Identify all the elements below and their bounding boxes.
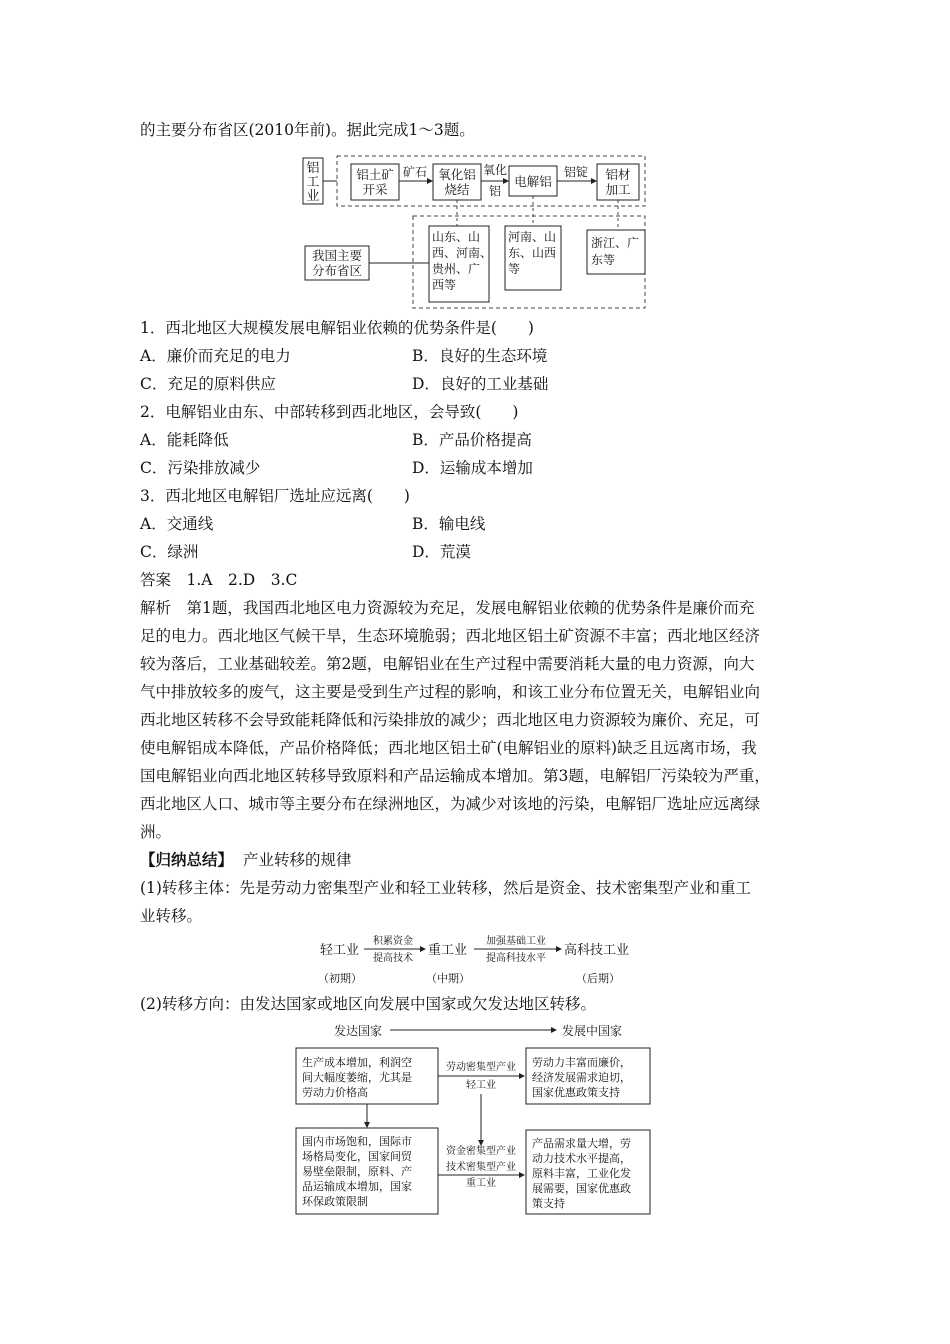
question-stem: 2．电解铝业由东、中部转移到西北地区，会导致( ) xyxy=(140,403,519,421)
box-text: 易壁垒限制，原料、产 xyxy=(302,1165,412,1178)
arrow-label: 铝锭 xyxy=(563,165,589,179)
option: D．荒漠 xyxy=(412,543,471,561)
region-text: 等 xyxy=(508,262,521,276)
industry-evolution-diagram xyxy=(312,930,642,988)
box-text: 环保政策限制 xyxy=(302,1195,368,1208)
box-text: 产品需求量大增，劳 xyxy=(532,1137,631,1150)
arrow-label: 铝 xyxy=(488,184,502,198)
from-label: 发达国家 xyxy=(334,1024,383,1038)
answer-line: 答案 1.A 2.D 3.C xyxy=(140,571,298,589)
box-text: 经济发展需求迫切， xyxy=(532,1071,631,1084)
option: C．绿洲 xyxy=(140,543,199,561)
step-label: 电解铝 xyxy=(514,174,552,189)
region-text: 西、河南、 xyxy=(432,246,493,260)
question-stem: 3．西北地区电解铝厂选址应远离( ) xyxy=(140,487,410,505)
option: C．污染排放减少 xyxy=(140,459,261,477)
question-stem: 1．西北地区大规模发展电解铝业依赖的优势条件是( ) xyxy=(140,319,534,337)
mid-label: 劳动密集型产业 xyxy=(446,1062,516,1073)
period-label: （初期） xyxy=(318,972,362,985)
point1-line: 业转移。 xyxy=(140,907,203,925)
box-text: 原料丰富，工业化发 xyxy=(532,1167,631,1180)
step-label: 铝土矿 xyxy=(356,167,394,182)
summary-heading xyxy=(140,850,352,870)
point2-line: (2)转移方向：由发达国家或地区向发展中国家或欠发达地区转移。 xyxy=(140,995,596,1013)
stage-label: 重工业 xyxy=(428,943,468,958)
region-text: 山东、山 xyxy=(432,230,481,244)
step-label: 加工 xyxy=(605,182,631,197)
box-text: 劳动力丰富而廉价， xyxy=(532,1056,631,1069)
mid-label: 轻工业 xyxy=(466,1080,496,1091)
period-label: （中期） xyxy=(426,972,470,985)
box-text: 国家优惠政策支持 xyxy=(532,1086,620,1099)
option: B．产品价格提高 xyxy=(412,431,532,449)
region-text: 东等 xyxy=(591,253,616,267)
option: B．良好的生态环境 xyxy=(412,347,548,365)
point1-line: (1)转移主体：先是劳动力密集型产业和轻工业转移，然后是资金、技术密集型产业和重工 xyxy=(140,879,751,897)
stage-label: 高科技工业 xyxy=(564,943,630,958)
mid-label: 资金密集型产业 xyxy=(446,1146,516,1157)
option: D．运输成本增加 xyxy=(412,459,533,477)
region-text: 东、山西 xyxy=(508,246,557,260)
industry-char: 业 xyxy=(306,189,320,204)
region-label: 分布省区 xyxy=(311,263,363,278)
box-text: 场格局变化，国家间贸 xyxy=(302,1150,412,1163)
option: A．廉价而充足的电力 xyxy=(140,347,291,365)
box-text: 国内市场饱和，国际市 xyxy=(302,1135,412,1148)
to-label: 发展中国家 xyxy=(562,1024,623,1038)
step-label: 铝材 xyxy=(605,167,631,182)
transfer-direction-diagram xyxy=(292,1018,656,1218)
option: B．输电线 xyxy=(412,515,486,533)
box-text: 展需要，国家优惠政 xyxy=(532,1182,631,1195)
region-text: 河南、山 xyxy=(508,230,557,244)
analysis-line: 解析 第1题，我国西北地区电力资源较为充足，发展电解铝业依赖的优势条件是廉价而充 xyxy=(140,599,755,617)
box-text: 品运输成本增加，国家 xyxy=(302,1180,412,1193)
period-label: （后期） xyxy=(576,972,620,985)
region-text: 浙江、广 xyxy=(591,236,640,250)
summary-title: 产业转移的规律 xyxy=(243,851,352,869)
mid-label: 技术密集型产业 xyxy=(446,1162,516,1173)
analysis-line: 使电解铝成本降低，产品价格降低；西北地区铝土矿(电解铝业的原料)缺乏且远离市场，我 xyxy=(140,739,757,757)
mid-label: 重工业 xyxy=(466,1178,496,1189)
box-text: 间大幅度萎缩，尤其是 xyxy=(302,1071,412,1084)
arrow-label: 积累资金 xyxy=(373,936,413,947)
box-text: 劳动力价格高 xyxy=(302,1086,368,1099)
analysis-line: 西北地区转移不会导致能耗降低和污染排放的减少；西北地区电力资源较为廉价、充足，可 xyxy=(140,711,761,729)
step-label: 烧结 xyxy=(444,182,470,197)
intro-line: 的主要分布省区(2010年前)。据此完成1～3题。 xyxy=(140,121,475,139)
analysis-line: 西北地区人口、城市等主要分布在绿洲地区，为减少对该地的污染，电解铝厂选址应远离绿 xyxy=(140,795,761,813)
option: A．交通线 xyxy=(140,515,214,533)
analysis-line: 较为落后，工业基础较差。第2题，电解铝业在生产过程中需要消耗大量的电力资源，向大 xyxy=(140,655,755,673)
aluminium-industry-diagram xyxy=(295,150,655,312)
region-label: 我国主要 xyxy=(311,248,363,263)
step-label: 开采 xyxy=(362,182,388,197)
arrow-label: 提高技术 xyxy=(373,953,413,964)
region-text: 西等 xyxy=(432,278,457,292)
arrow-label: 加强基础工业 xyxy=(486,936,546,947)
arrow-label: 矿石 xyxy=(402,165,428,179)
option: C．充足的原料供应 xyxy=(140,375,276,393)
arrow-label: 氧化 xyxy=(482,163,508,177)
arrow-label: 提高科技水平 xyxy=(486,953,546,964)
analysis-line: 气中排放较多的废气，这主要是受到生产过程的影响，和该工业分布位置无关，电解铝业向 xyxy=(140,683,761,701)
summary-tag: 【归纳总结】 xyxy=(140,850,234,869)
analysis-line: 国电解铝业向西北地区转移导致原料和产品运输成本增加。第3题，电解铝厂污染较为严重， xyxy=(140,767,770,785)
region-text: 贵州、广 xyxy=(432,262,481,276)
industry-char: 工 xyxy=(306,175,320,190)
stage-label: 轻工业 xyxy=(320,943,360,958)
industry-char: 铝 xyxy=(306,161,320,176)
step-label: 氧化铝 xyxy=(438,167,476,182)
analysis-line: 洲。 xyxy=(140,823,172,841)
option: D．良好的工业基础 xyxy=(412,375,549,393)
box-text: 生产成本增加，利润空 xyxy=(302,1056,412,1069)
option: A．能耗降低 xyxy=(140,431,229,449)
box-text: 策支持 xyxy=(532,1197,565,1210)
analysis-line: 足的电力。西北地区气候干旱，生态环境脆弱；西北地区铝土矿资源不丰富；西北地区经济 xyxy=(140,627,761,645)
box-text: 动力技术水平提高， xyxy=(532,1152,631,1165)
